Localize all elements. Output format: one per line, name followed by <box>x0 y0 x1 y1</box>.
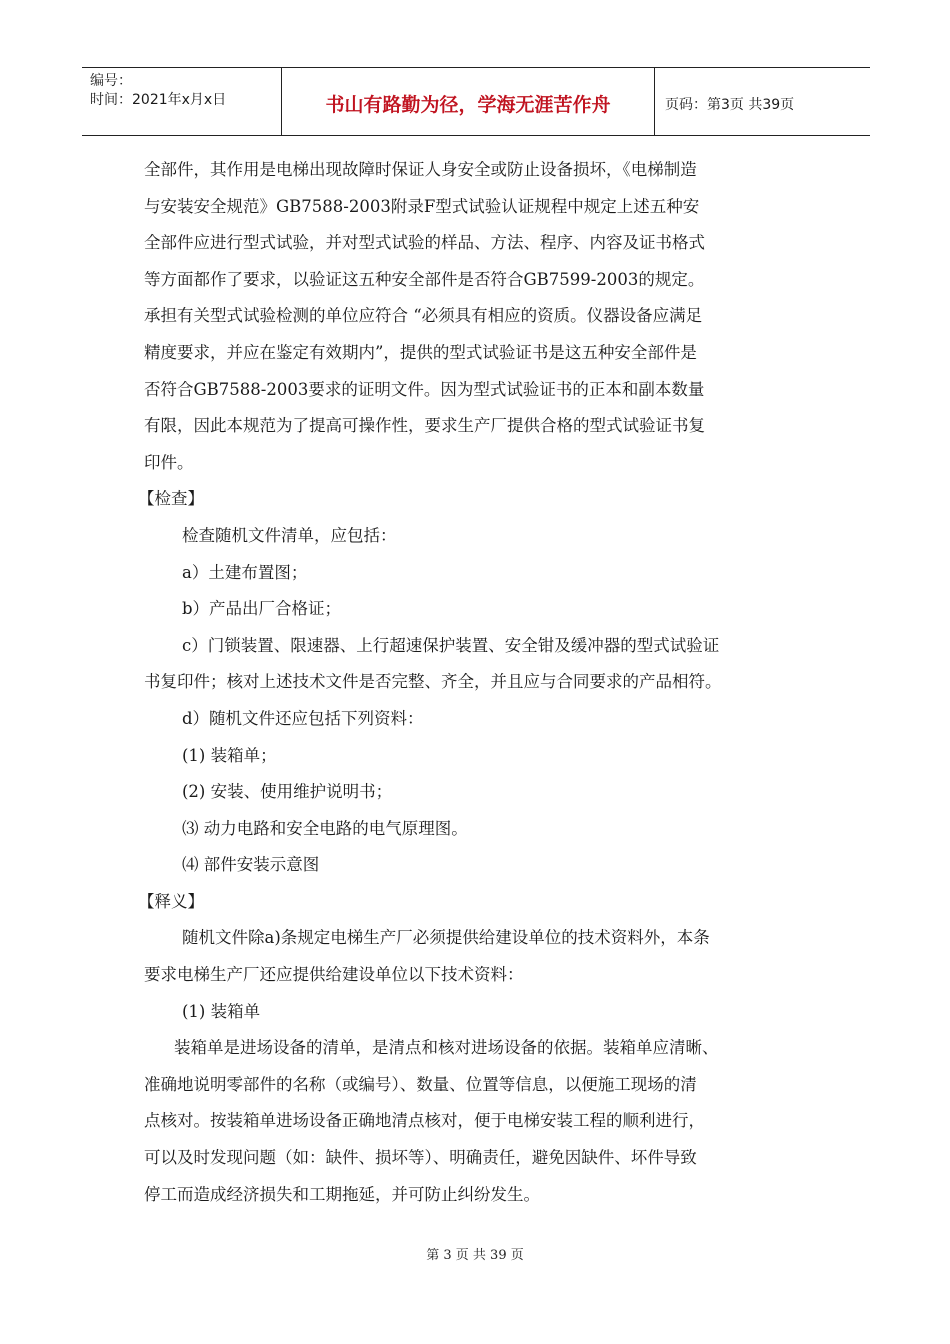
list-item: (2) 安装、使用维护说明书； <box>182 782 393 802</box>
number-label: 编号： <box>90 73 132 89</box>
body-line: 停工而造成经济损失和工期拖延，并可防止纠纷发生。 <box>144 1184 540 1204</box>
body-line: 可以及时发现问题（如：缺件、损坏等）、明确责任，避免因缺件、坏件导致 <box>144 1148 697 1168</box>
header-page-label: 页码：第3页 共39页 <box>665 96 795 113</box>
time-label: 时间：2021年x月x日 <box>90 92 227 108</box>
list-item: (1) 装箱单； <box>182 745 277 765</box>
list-item: c）门锁装置、限速器、上行超速保护装置、安全钳及缓冲器的型式试验证 <box>182 635 720 655</box>
header-meta <box>82 68 282 135</box>
list-item: ⑷ 部件安装示意图 <box>182 855 320 875</box>
body-line: 点核对。按装箱单进场设备正确地清点核对，便于电梯安装工程的顺利进行， <box>144 1111 705 1131</box>
body-line: 否符合GB7588-2003要求的证明文件。因为型式试验证书的正本和副本数量 <box>144 379 705 399</box>
body-line: 有限，因此本规范为了提高可操作性，要求生产厂提供合格的型式试验证书复 <box>144 416 705 436</box>
body-line: 准确地说明零部件的名称（或编号）、数量、位置等信息，以便施工现场的清 <box>144 1074 697 1094</box>
body-line: 要求电梯生产厂还应提供给建设单位以下技术资料： <box>144 965 524 985</box>
list-item: b）产品出厂合格证； <box>182 599 342 619</box>
list-item: d）随机文件还应包括下列资料： <box>182 708 424 728</box>
page-footer: 第 3 页 共 39 页 <box>426 1248 524 1263</box>
list-item: (1) 装箱单 <box>182 1001 261 1021</box>
body-line: 与安装安全规范》GB7588-2003附录F型式试验认证规程中规定上述五种安 <box>144 196 700 216</box>
list-item: a）土建布置图； <box>182 562 308 582</box>
body-line: 装箱单是进场设备的清单，是清点和核对进场设备的依据。装箱单应清晰、 <box>174 1038 719 1058</box>
body-line: 检查随机文件清单，应包括： <box>182 525 397 545</box>
body-line: 书复印件；核对上述技术文件是否完整、齐全，并且应与合同要求的产品相符。 <box>144 672 722 692</box>
header-motto: 书山有路勤为径，学海无涯苦作舟 <box>282 68 655 135</box>
body-line: 印件。 <box>144 452 194 472</box>
body-line: 随机文件除a)条规定电梯生产厂必须提供给建设单位的技术资料外，本条 <box>182 928 710 948</box>
body-line: 全部件，其作用是电梯出现故障时保证人身安全或防止设备损坏，《电梯制造 <box>144 160 697 179</box>
body-line: 等方面都作了要求，以验证这五种安全部件是否符合GB7599-2003的规定。 <box>144 269 705 289</box>
body-line: 精度要求，并应在鉴定有效期内”，提供的型式试验证书是这五种安全部件是 <box>144 342 697 362</box>
body-line: 承担有关型式试验检测的单位应符合 “必须具有相应的资质。仪器设备应满足 <box>144 306 703 326</box>
document-body <box>138 152 812 1213</box>
section-heading-inspection: 【检查】 <box>138 489 204 509</box>
body-line: 全部件应进行型式试验，并对型式试验的样品、方法、程序、内容及证书格式 <box>144 233 705 253</box>
section-heading-interpretation: 【释义】 <box>138 891 204 911</box>
list-item: ⑶ 动力电路和安全电路的电气原理图。 <box>182 818 468 838</box>
page-header <box>82 67 870 136</box>
